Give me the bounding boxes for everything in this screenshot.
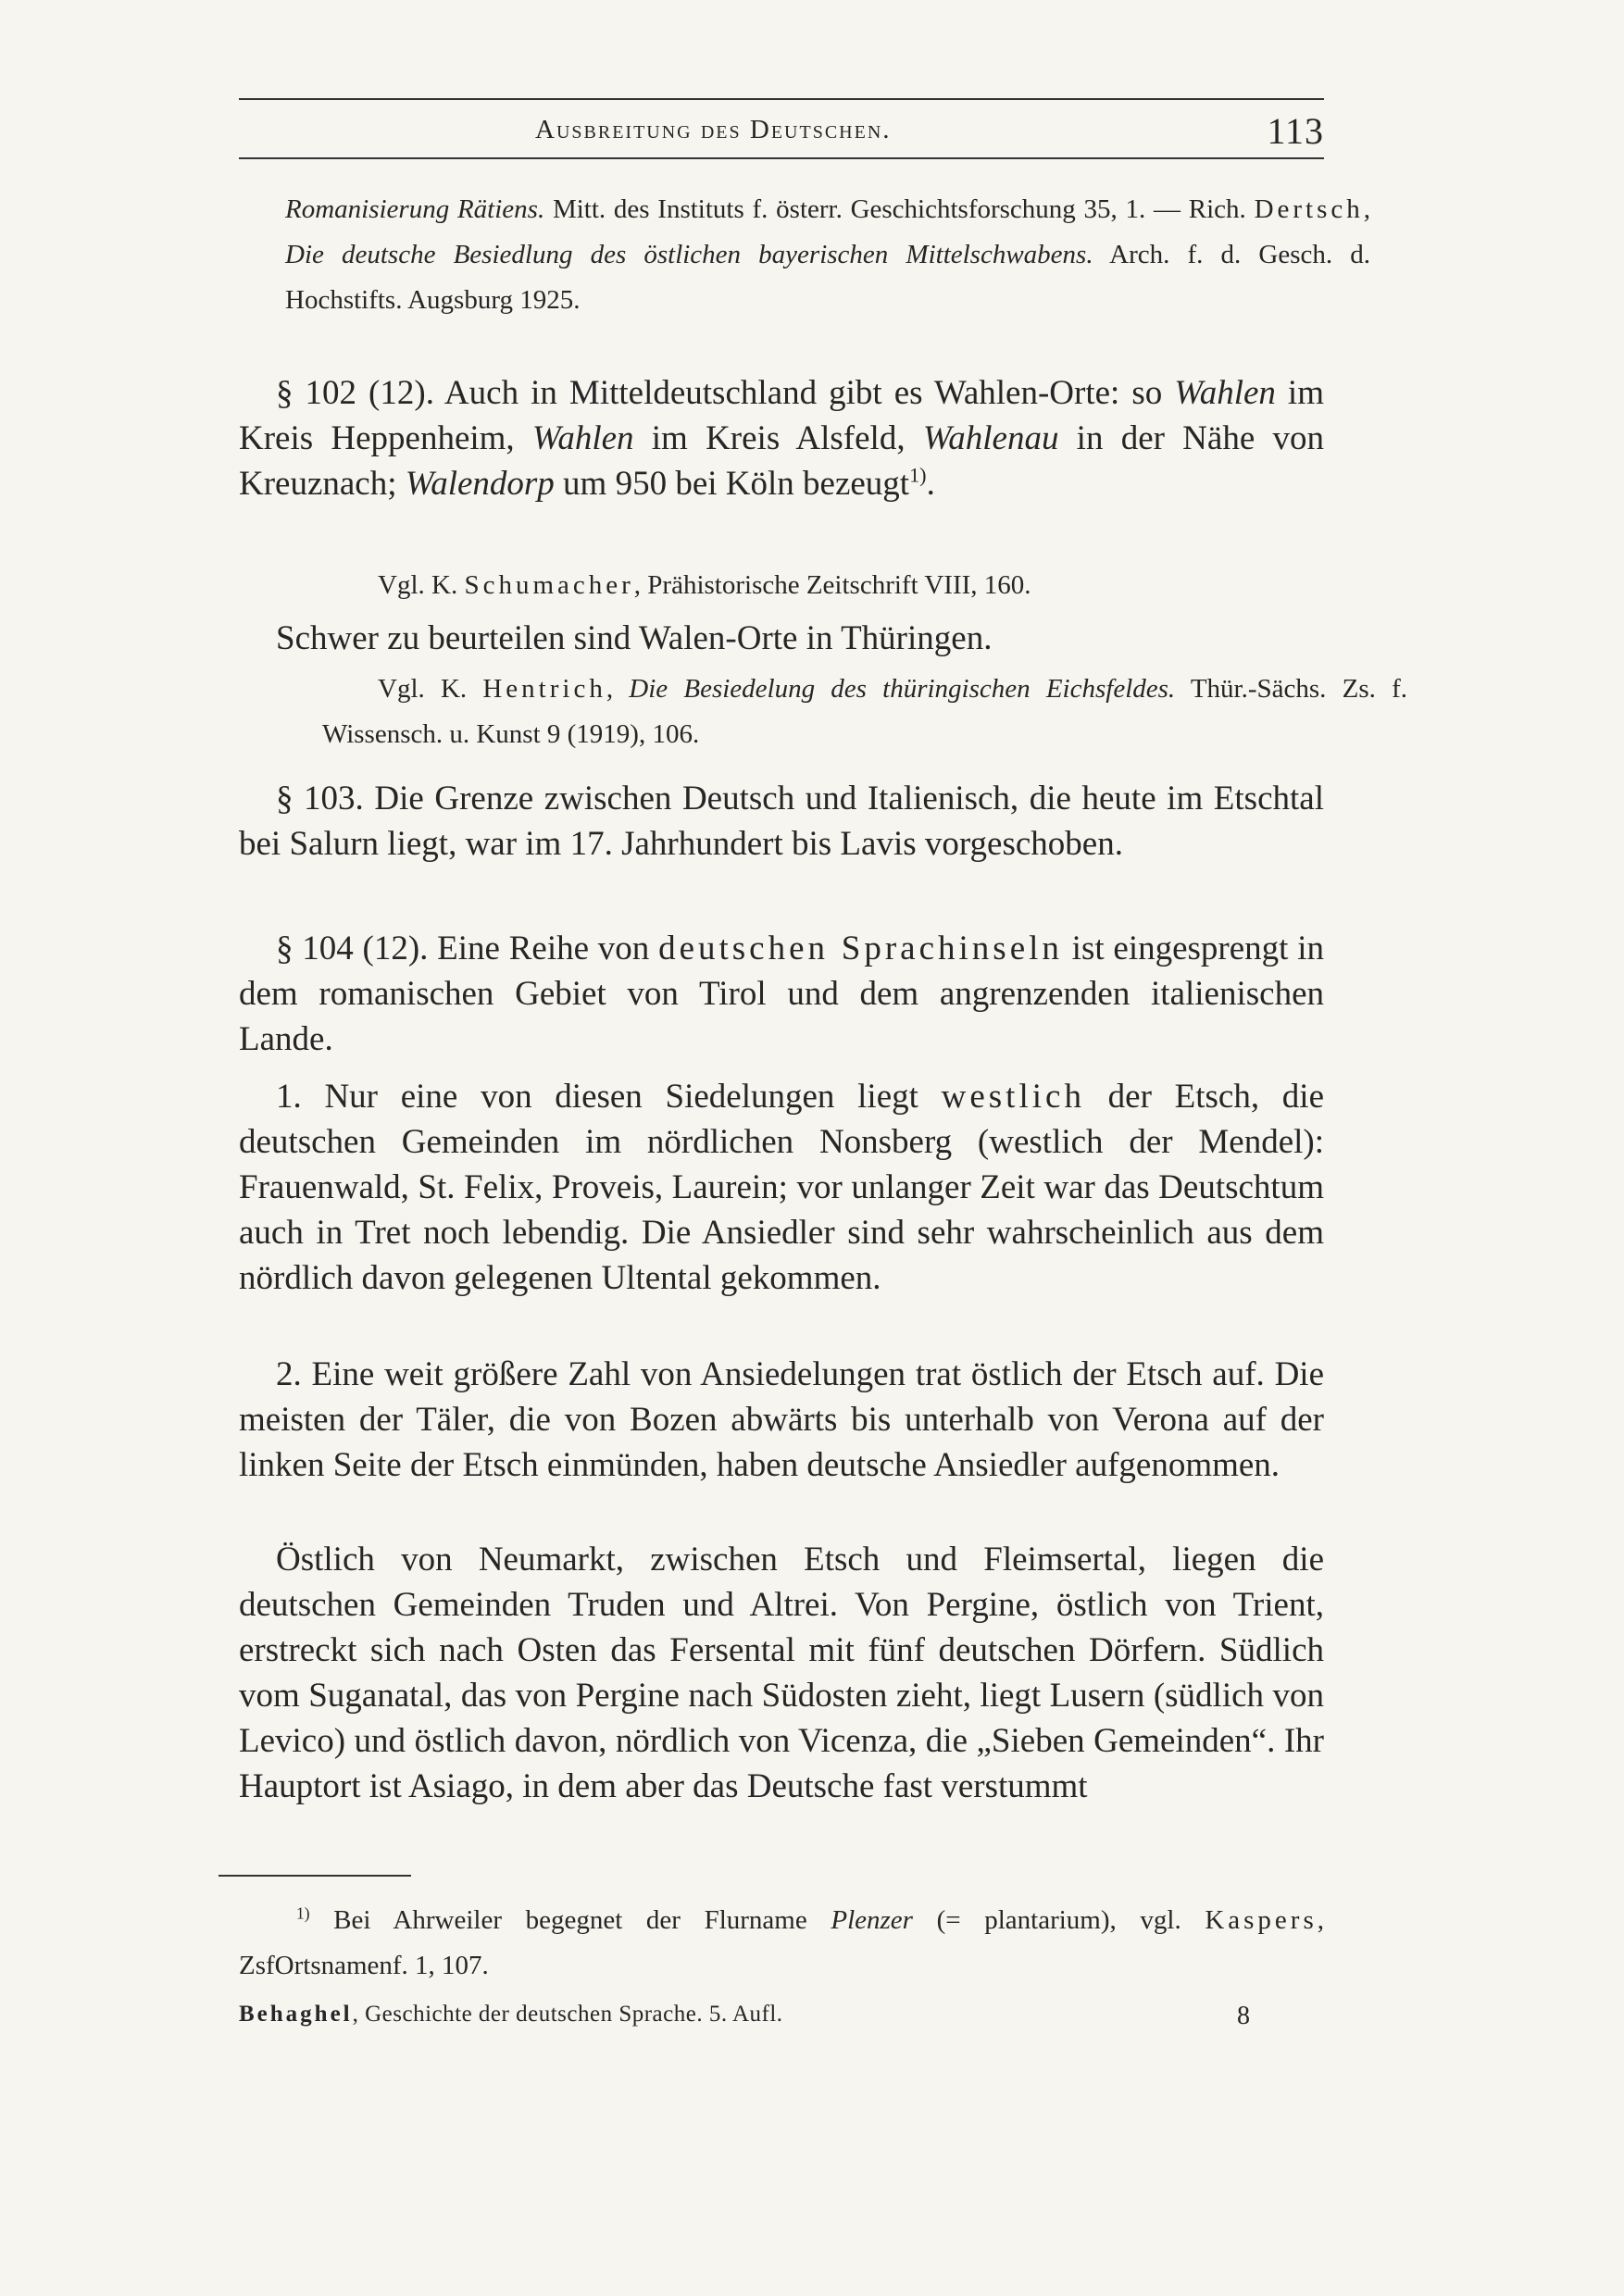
- header-bottom-rule: [239, 157, 1324, 159]
- section-102: § 102 (12). Auch in Mitteldeutschland gibt es Wahlen-Orte: so Wahlen im Kreis Heppenheim, Wahlen im Kreis Alsfeld, Wahlenau in der Nähe von Kreuznach; Walendorp um 950 bei Köln bezeugt$^{1)}$.: [239, 374, 1324, 503]
- reference-schumacher: Vgl. K. Schumacher, Prähistorische Zeitschrift VIII, 160.: [378, 570, 1031, 600]
- footnote-rule: [219, 1875, 411, 1877]
- list-item-2: 2. Eine weit größere Zahl von Ansiedelungen trat östlich der Etsch auf. Die meisten der Täler, die von Bozen abwärts bis unterhalb von Verona auf der linken Seite der Etsch einmünden, haben deutsche Ansiedler aufgenommen.: [239, 1355, 1324, 1484]
- section-104: § 104 (12). Eine Reihe von deutschen Sprachinseln ist eingesprengt in dem romanischen Gebiet von Tirol und dem angrenzenden italienischen Lande.: [239, 930, 1324, 1058]
- header-top-rule: [239, 98, 1324, 100]
- carried-over-reference: Romanisierung Rätiens. Mitt. des Instituts f. österr. Geschichtsforschung 35, 1. — Rich. Dertsch, Die deutsche Besiedlung des östlichen bayerischen Mittelschwabens. Arch. f. d. Gesch. d. Hochstifts. Augsburg 1925.: [285, 194, 1370, 315]
- footnote: $^{1)}$ Bei Ahrweiler begegnet der Flurname Plenzer (= plantarium), vgl. Kaspers, ZsfOrtsnamenf. 1, 107.: [239, 1903, 1324, 1980]
- footnote-marker: 1): [909, 463, 927, 487]
- walen-paragraph: Schwer zu beurteilen sind Walen-Orte in Thüringen.: [276, 619, 993, 657]
- footnote-number: 1): [296, 1903, 310, 1923]
- page-number: 113: [1267, 110, 1324, 152]
- section-103: § 103. Die Grenze zwischen Deutsch und Italienisch, die heute im Etschtal bei Salurn liegt, war im 17. Jahrhundert bis Lavis vorgeschoben.: [239, 780, 1324, 863]
- running-title: Ausbreitung des Deutschen.: [535, 115, 892, 144]
- closing-paragraph: Östlich von Neumarkt, zwischen Etsch und Fleimsertal, liegen die deutschen Gemeinden Truden und Altrei. Von Pergine, östlich von Trient, erstreckt sich nach Osten das Fersental mit fünf deutschen Dörfern. Südlich vom Suganatal, das von Pergine nach Südosten zieht, liegt Lusern (südlich von Levico) und östlich davon, nördlich von Vicenza, die „Sieben Gemeinden“. Ihr Hauptort ist Asiago, in dem aber das Deutsche fast verstummt: [239, 1541, 1324, 1805]
- book-signature: Behaghel, Geschichte der deutschen Sprache. 5. Aufl.: [239, 2002, 783, 2027]
- running-header: [239, 109, 1324, 154]
- signature-line: [239, 2002, 1324, 2039]
- list-item-1: 1. Nur eine von diesen Siedelungen liegt westlich der Etsch, die deutschen Gemeinden im nördlichen Nonsberg (westlich der Mendel): Frauenwald, St. Felix, Proveis, Laurein; vor unlanger Zeit war das Deutschtum auch in Tret noch lebendig. Die Ansiedler sind sehr wahrscheinlich aus dem nördlich davon gelegenen Ultental gekommen.: [239, 1078, 1325, 1297]
- reference-hentrich: Vgl. K. Hentrich, Die Besiedelung des thüringischen Eichsfeldes. Thür.-Sächs. Zs. f. Wissensch. u. Kunst 9 (1919), 106.: [322, 674, 1407, 749]
- sheet-number: 8: [1237, 2002, 1250, 2030]
